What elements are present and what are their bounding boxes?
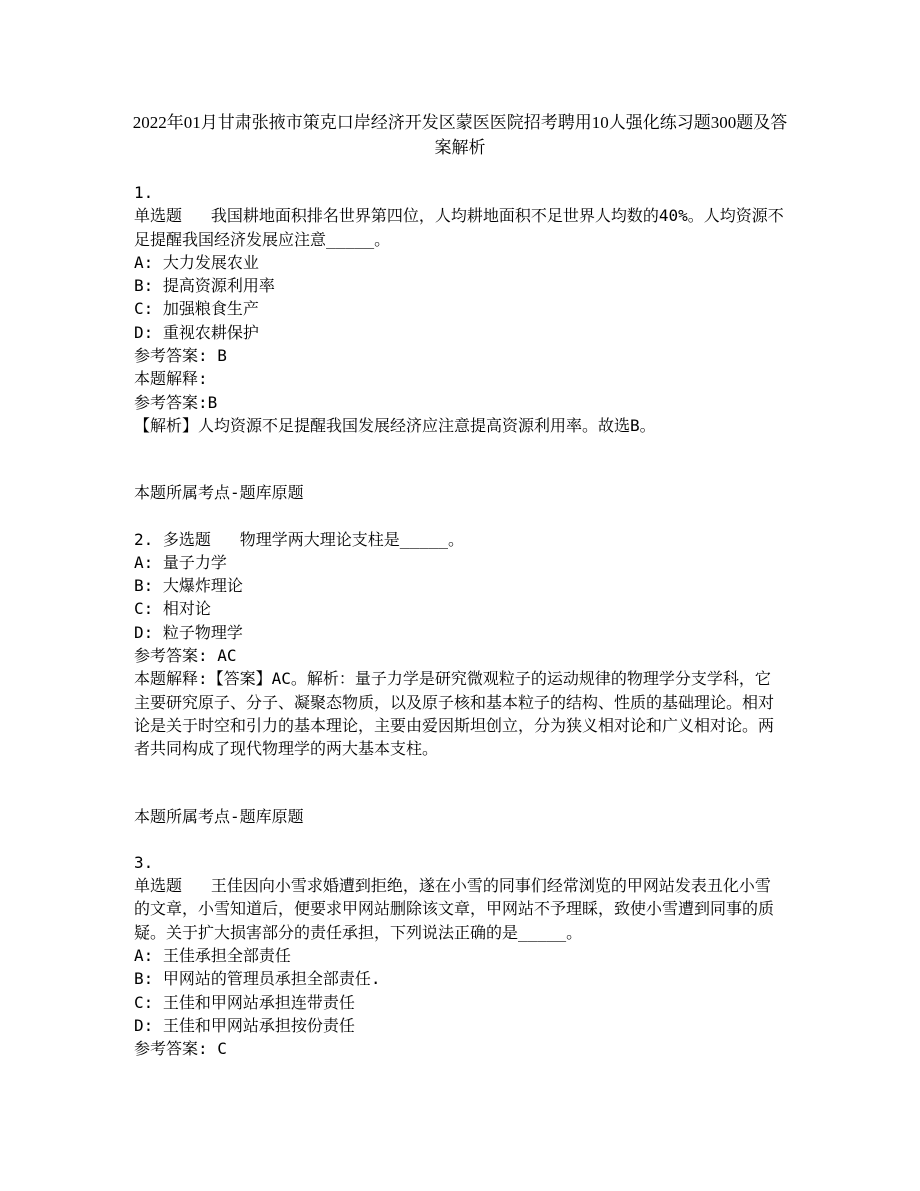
question-stem: 单选题 我国耕地面积排名世界第四位，人均耕地面积不足世界人均数的40%。人均资源不足提醒我国经济发展应注意_____。 — [134, 206, 784, 249]
answer: 参考答案: AC — [134, 646, 237, 666]
question-3 — [134, 851, 784, 1061]
question-number: 1. — [134, 183, 154, 202]
explanation-answer: 参考答案:B — [134, 392, 218, 412]
explanation-label: 本题解释: — [134, 369, 208, 389]
question-number: 3. — [134, 852, 154, 872]
option-c: C: 王佳和甲网站承担连带责任 — [134, 992, 355, 1012]
category-label: 本题所属考点-题库原题 — [134, 806, 304, 826]
option-d: D: 粒子物理学 — [134, 622, 243, 642]
question-list — [134, 181, 784, 1061]
option-d: D: 重视农耕保护 — [134, 322, 259, 342]
option-c: C: 相对论 — [134, 599, 211, 619]
explanation-text: 【解析】人均资源不足提醒我国发展经济应注意提高资源利用率。故选B。 — [134, 415, 656, 435]
option-b: B: 提高资源利用率 — [134, 276, 275, 296]
explanation-text: 本题解释:【答案】AC。解析：量子力学是研究微观粒子的运动规律的物理学分支学科，它主要研究原子、分子、凝聚态物质，以及原子核和基本粒子的结构、性质的基础理论。相对论是关于时空和引力的基本理论，主要由爱因斯坦创立，分为狭义相对论和广义相对论。两者共同构成了现代物理学的两大基本支柱。 — [134, 669, 775, 759]
option-d: D: 王佳和甲网站承担按份责任 — [134, 1015, 355, 1035]
document-title: 2022年01月甘肃张掖市策克口岸经济开发区蒙医医院招考聘用10人强化练习题300题及答案解析 — [132, 113, 788, 157]
answer: 参考答案: C — [134, 1039, 227, 1059]
question-2 — [134, 528, 784, 851]
question-1 — [134, 181, 784, 528]
option-a: A: 王佳承担全部责任 — [134, 946, 291, 966]
question-stem: 单选题 王佳因向小雪求婚遭到拒绝，遂在小雪的同事们经常浏览的甲网站发表丑化小雪的文章，小雪知道后，便要求甲网站删除该文章，甲网站不予理睬，致使小雪遭到同事的质疑。关于扩大损害部分的责任承担，下列说法正确的是_____。 — [134, 876, 775, 942]
option-c: C: 加强粮食生产 — [134, 299, 259, 319]
answer: 参考答案: B — [134, 346, 227, 366]
option-b: B: 大爆炸理论 — [134, 576, 243, 596]
category-label: 本题所属考点-题库原题 — [134, 483, 304, 503]
option-a: A: 量子力学 — [134, 552, 227, 572]
question-stem: 2. 多选题 物理学两大理论支柱是_____。 — [134, 529, 464, 549]
option-b: B: 甲网站的管理员承担全部责任. — [134, 969, 381, 989]
option-a: A: 大力发展农业 — [134, 252, 259, 272]
